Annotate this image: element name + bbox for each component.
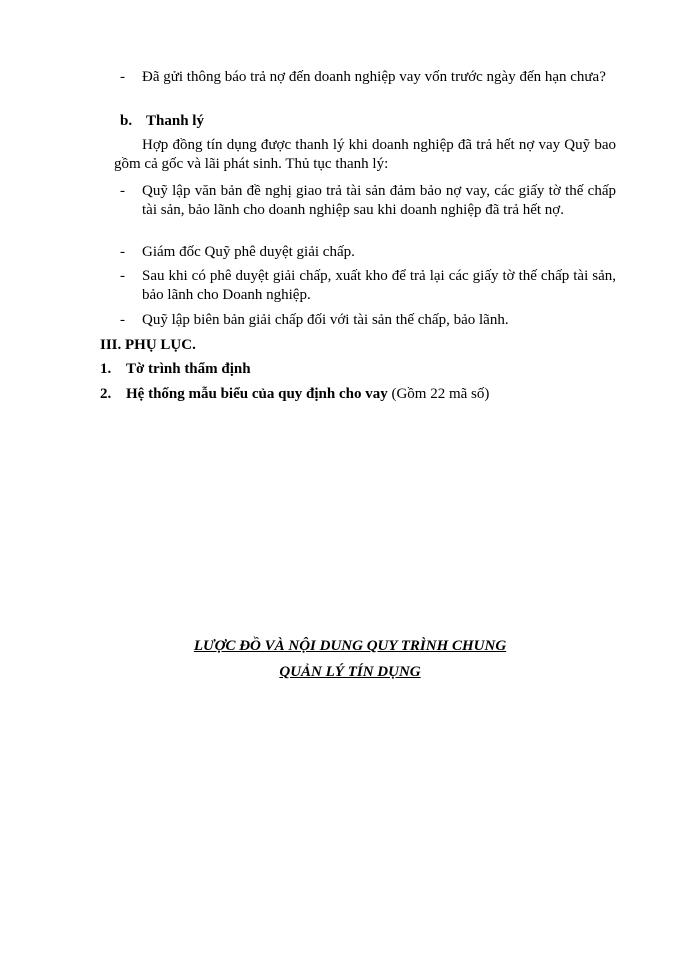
bullet-item-notice (114, 68, 616, 87)
liquidation-paragraph: Hợp đồng tín dụng được thanh lý khi doanh nghiệp đã trả hết nợ vay Quỹ bao gồm cả gốc và lãi phát sinh. Thủ tục thanh lý: (114, 137, 616, 172)
appendix-title: Hệ thống mẫu biểu của quy định cho vay (126, 386, 388, 402)
bullet-text: Giám đốc Quỹ phê duyệt giải chấp. (142, 244, 355, 260)
bullet-item-1 (114, 182, 616, 220)
bullet-dash: - (120, 183, 125, 199)
bullet-text: Quỹ lập văn bản đề nghị giao trả tài sản đảm bảo nợ vay, các giấy tờ thế chấp tài sản, bảo lãnh cho doanh nghiệp sau khi doanh nghiệp đã trả hết nợ. (142, 183, 616, 218)
closing-title-line-2: QUẢN LÝ TÍN DỤNG (279, 664, 421, 680)
appendix-item-1 (100, 360, 251, 379)
bullet-item-3 (114, 267, 616, 305)
appendix-number: 2. (100, 386, 112, 402)
appendix-item-2 (100, 385, 489, 404)
section-b-title: Thanh lý (146, 113, 204, 129)
section-b-label: b. (120, 113, 133, 129)
bullet-text: Sau khi có phê duyệt giải chấp, xuất kho để trả lại các giấy tờ thế chấp tài sản, bảo lãnh cho Doanh nghiệp. (142, 268, 616, 303)
bullet-text: Quỹ lập biên bản giải chấp đối với tài sản thế chấp, bảo lãnh. (142, 312, 509, 328)
appendix-note: (Gồm 22 mã số) (387, 386, 490, 402)
bullet-item-4 (114, 311, 616, 330)
section-b-heading (120, 112, 204, 131)
bullet-dash: - (120, 69, 125, 85)
bullet-item-2 (114, 243, 616, 262)
appendix-title: Tờ trình thẩm định (126, 361, 251, 377)
section-iii-heading: III. PHỤ LỤC. (100, 337, 196, 353)
bullet-dash: - (120, 268, 125, 284)
appendix-number: 1. (100, 361, 112, 377)
bullet-dash: - (120, 244, 125, 260)
bullet-text: Đã gửi thông báo trả nợ đến doanh nghiệp vay vốn trước ngày đến hạn chưa? (142, 69, 606, 85)
bullet-dash: - (120, 312, 125, 328)
closing-title-line-1: LƯỢC ĐỒ VÀ NỘI DUNG QUY TRÌNH CHUNG (193, 638, 507, 654)
